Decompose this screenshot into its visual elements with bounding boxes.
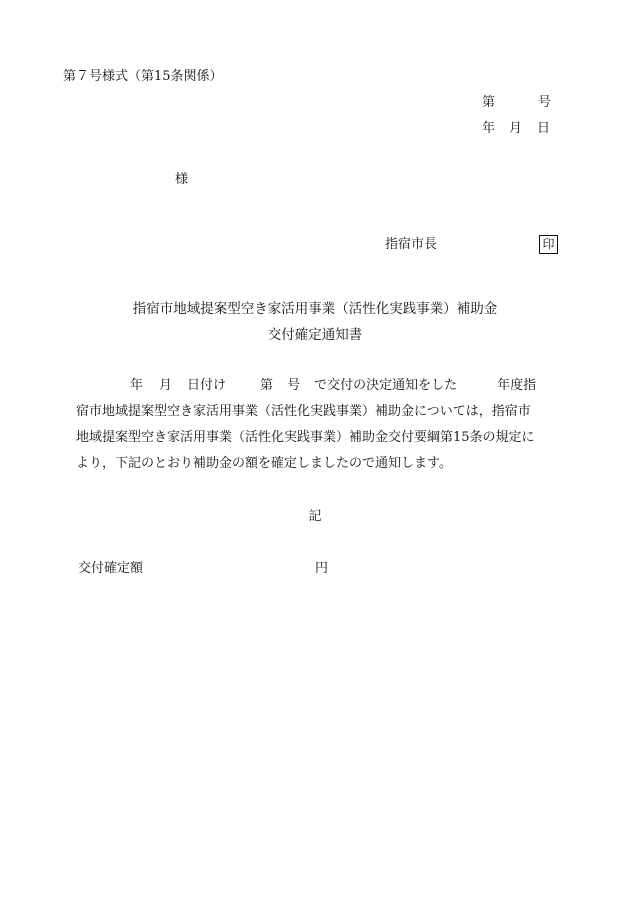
amount-unit: 円 (315, 561, 329, 576)
addressee-suffix: 様 (175, 172, 189, 187)
body-go: 号 (287, 378, 301, 393)
body-fiscal-year: 年度指 (497, 378, 537, 393)
document-number-prefix: 第 (482, 95, 496, 110)
body-line-2: 宿市地域提案型空き家活用事業（活性化実践事業）補助金については，指宿市 (76, 404, 531, 419)
issue-date-day: 日 (537, 121, 551, 136)
document-title-line2: 交付確定通知書 (267, 327, 363, 343)
issue-date (482, 121, 550, 137)
seal-mark: 印 (539, 235, 558, 254)
body-day-dated: 日付け (187, 378, 227, 393)
issue-date-month: 月 (509, 121, 523, 136)
body-decision-text: で交付の決定通知をした (314, 378, 458, 393)
document-title-line1: 指宿市地域提案型空き家活用事業（活性化実践事業）補助金 (132, 301, 498, 317)
body-dai: 第 (260, 378, 274, 393)
body-line-4: より，下記のとおり補助金の額を確定しましたので通知します。 (76, 456, 452, 471)
ki-heading: 記 (308, 509, 322, 524)
body-year: 年 (130, 378, 144, 393)
form-label: 第７号様式（第15条関係） (63, 69, 223, 84)
body-line-1 (130, 378, 536, 394)
issuer-name: 指宿市長 (385, 237, 438, 252)
body-line-3: 地域提案型空き家活用事業（活性化実践事業）補助金交付要綱第15条の規定に (76, 430, 535, 445)
amount-label: 交付確定額 (78, 561, 144, 576)
issue-date-year: 年 (482, 121, 496, 136)
document-number-suffix: 号 (538, 95, 552, 110)
body-month: 月 (159, 378, 173, 393)
